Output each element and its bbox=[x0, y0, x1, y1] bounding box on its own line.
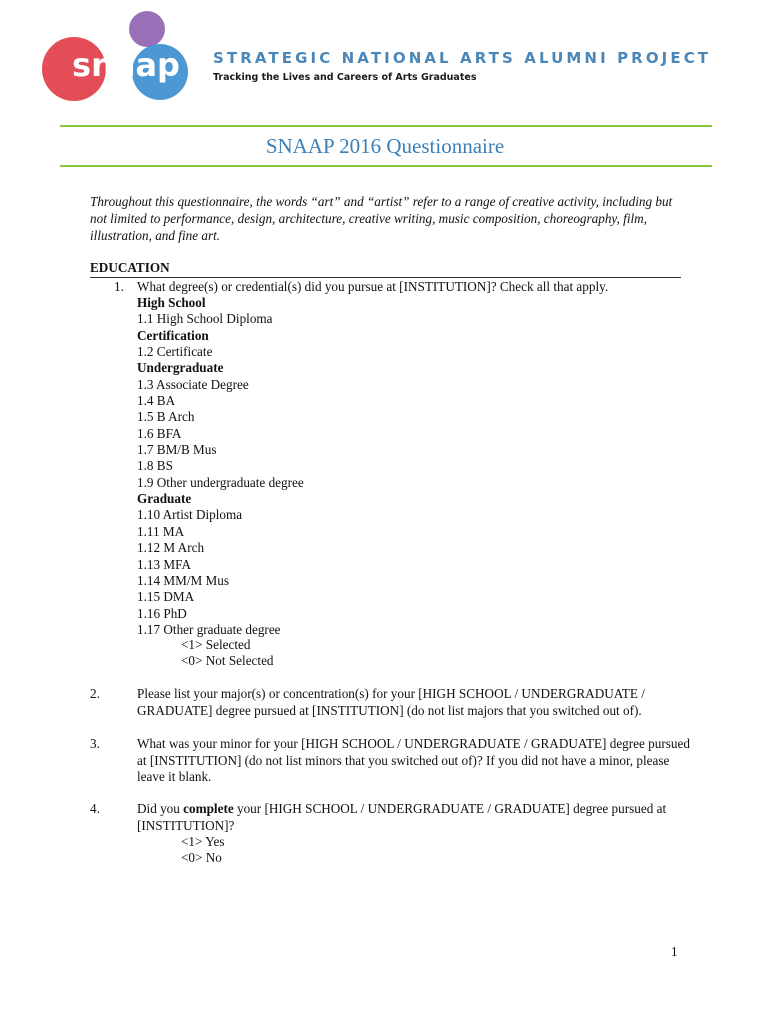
group-label-certification: Certification bbox=[137, 327, 209, 343]
option-1-3: 1.3 Associate Degree bbox=[137, 376, 249, 392]
question-4-emphasis: complete bbox=[183, 801, 234, 816]
title-rule-bottom bbox=[60, 165, 712, 167]
question-1 bbox=[114, 279, 608, 295]
brand-title: STRATEGIC NATIONAL ARTS ALUMNI PROJECT bbox=[213, 49, 712, 67]
logo-wordmark: snaap bbox=[72, 46, 180, 84]
option-1-7: 1.7 BM/B Mus bbox=[137, 442, 217, 458]
option-1-9: 1.9 Other undergraduate degree bbox=[137, 474, 304, 490]
option-1-14: 1.14 MM/M Mus bbox=[137, 572, 229, 588]
response-code-selected: <1> Selected bbox=[181, 637, 251, 652]
question-4-text bbox=[137, 801, 697, 834]
group-label-undergraduate: Undergraduate bbox=[137, 360, 224, 376]
document-title: SNAAP 2016 Questionnaire bbox=[265, 134, 505, 158]
question-1-text: What degree(s) or credential(s) did you pursue at [INSTITUTION]? Check all that apply. bbox=[137, 279, 609, 294]
option-1-6: 1.6 BFA bbox=[137, 425, 182, 441]
snaap-logo-graphic bbox=[40, 10, 200, 102]
option-1-5: 1.5 B Arch bbox=[137, 409, 195, 425]
option-1-2: 1.2 Certificate bbox=[137, 344, 213, 360]
question-4-response-codes bbox=[181, 834, 224, 867]
title-rule-top bbox=[60, 125, 712, 127]
brand-tagline: Tracking the Lives and Careers of Arts Graduates bbox=[213, 72, 477, 83]
question-4-text-end: your [HIGH SCHOOL / UNDERGRADUATE / GRADUATE] degree pursued at [INSTITUTION]? bbox=[137, 801, 667, 833]
option-1-4: 1.4 BA bbox=[137, 393, 176, 409]
group-label-graduate: Graduate bbox=[137, 491, 192, 507]
option-1-13: 1.13 MFA bbox=[137, 556, 191, 572]
question-1-response-codes bbox=[181, 637, 274, 670]
response-code-yes: <1> Yes bbox=[181, 834, 225, 849]
option-1-8: 1.8 BS bbox=[137, 458, 173, 474]
option-1-1: 1.1 High School Diploma bbox=[137, 311, 273, 327]
question-3-text: What was your minor for your [HIGH SCHOOL / UNDERGRADUATE / GRADUATE] degree pursued at [INSTITUTION] (do not list minors that you switched out of)? If you did not have a minor, please leave it blank. bbox=[137, 736, 690, 784]
question-4-number: 4. bbox=[90, 801, 100, 816]
question-1-options bbox=[137, 295, 304, 638]
snaap-logo bbox=[40, 10, 200, 102]
option-1-16: 1.16 PhD bbox=[137, 605, 187, 621]
option-1-11: 1.11 MA bbox=[137, 523, 185, 539]
question-2-text: Please list your major(s) or concentration(s) for your [HIGH SCHOOL / UNDERGRADUATE / GRADUATE] degree pursued at [INSTITUTION] (do not list majors that you switched out of). bbox=[137, 686, 645, 718]
response-code-no: <0> No bbox=[181, 850, 222, 866]
option-1-17: 1.17 Other graduate degree bbox=[137, 621, 281, 637]
question-3-number: 3. bbox=[90, 736, 100, 751]
section-heading-education: EDUCATION bbox=[90, 260, 681, 278]
question-1-number: 1. bbox=[114, 279, 124, 294]
question-2-number: 2. bbox=[90, 686, 100, 701]
option-1-10: 1.10 Artist Diploma bbox=[137, 507, 243, 523]
group-label-high-school: High School bbox=[137, 295, 206, 310]
option-1-12: 1.12 M Arch bbox=[137, 540, 205, 556]
page-number: 1 bbox=[671, 944, 678, 959]
option-1-15: 1.15 DMA bbox=[137, 589, 195, 605]
question-4-text-start: Did you bbox=[137, 801, 184, 816]
response-code-not-selected: <0> Not Selected bbox=[181, 653, 274, 669]
intro-paragraph: Throughout this questionnaire, the words “art” and “artist” refer to a range of creative activity, including but not limited to performance, design, architecture, creative writing, music composition, choreography, film, illustration, and fine art. bbox=[90, 194, 673, 243]
